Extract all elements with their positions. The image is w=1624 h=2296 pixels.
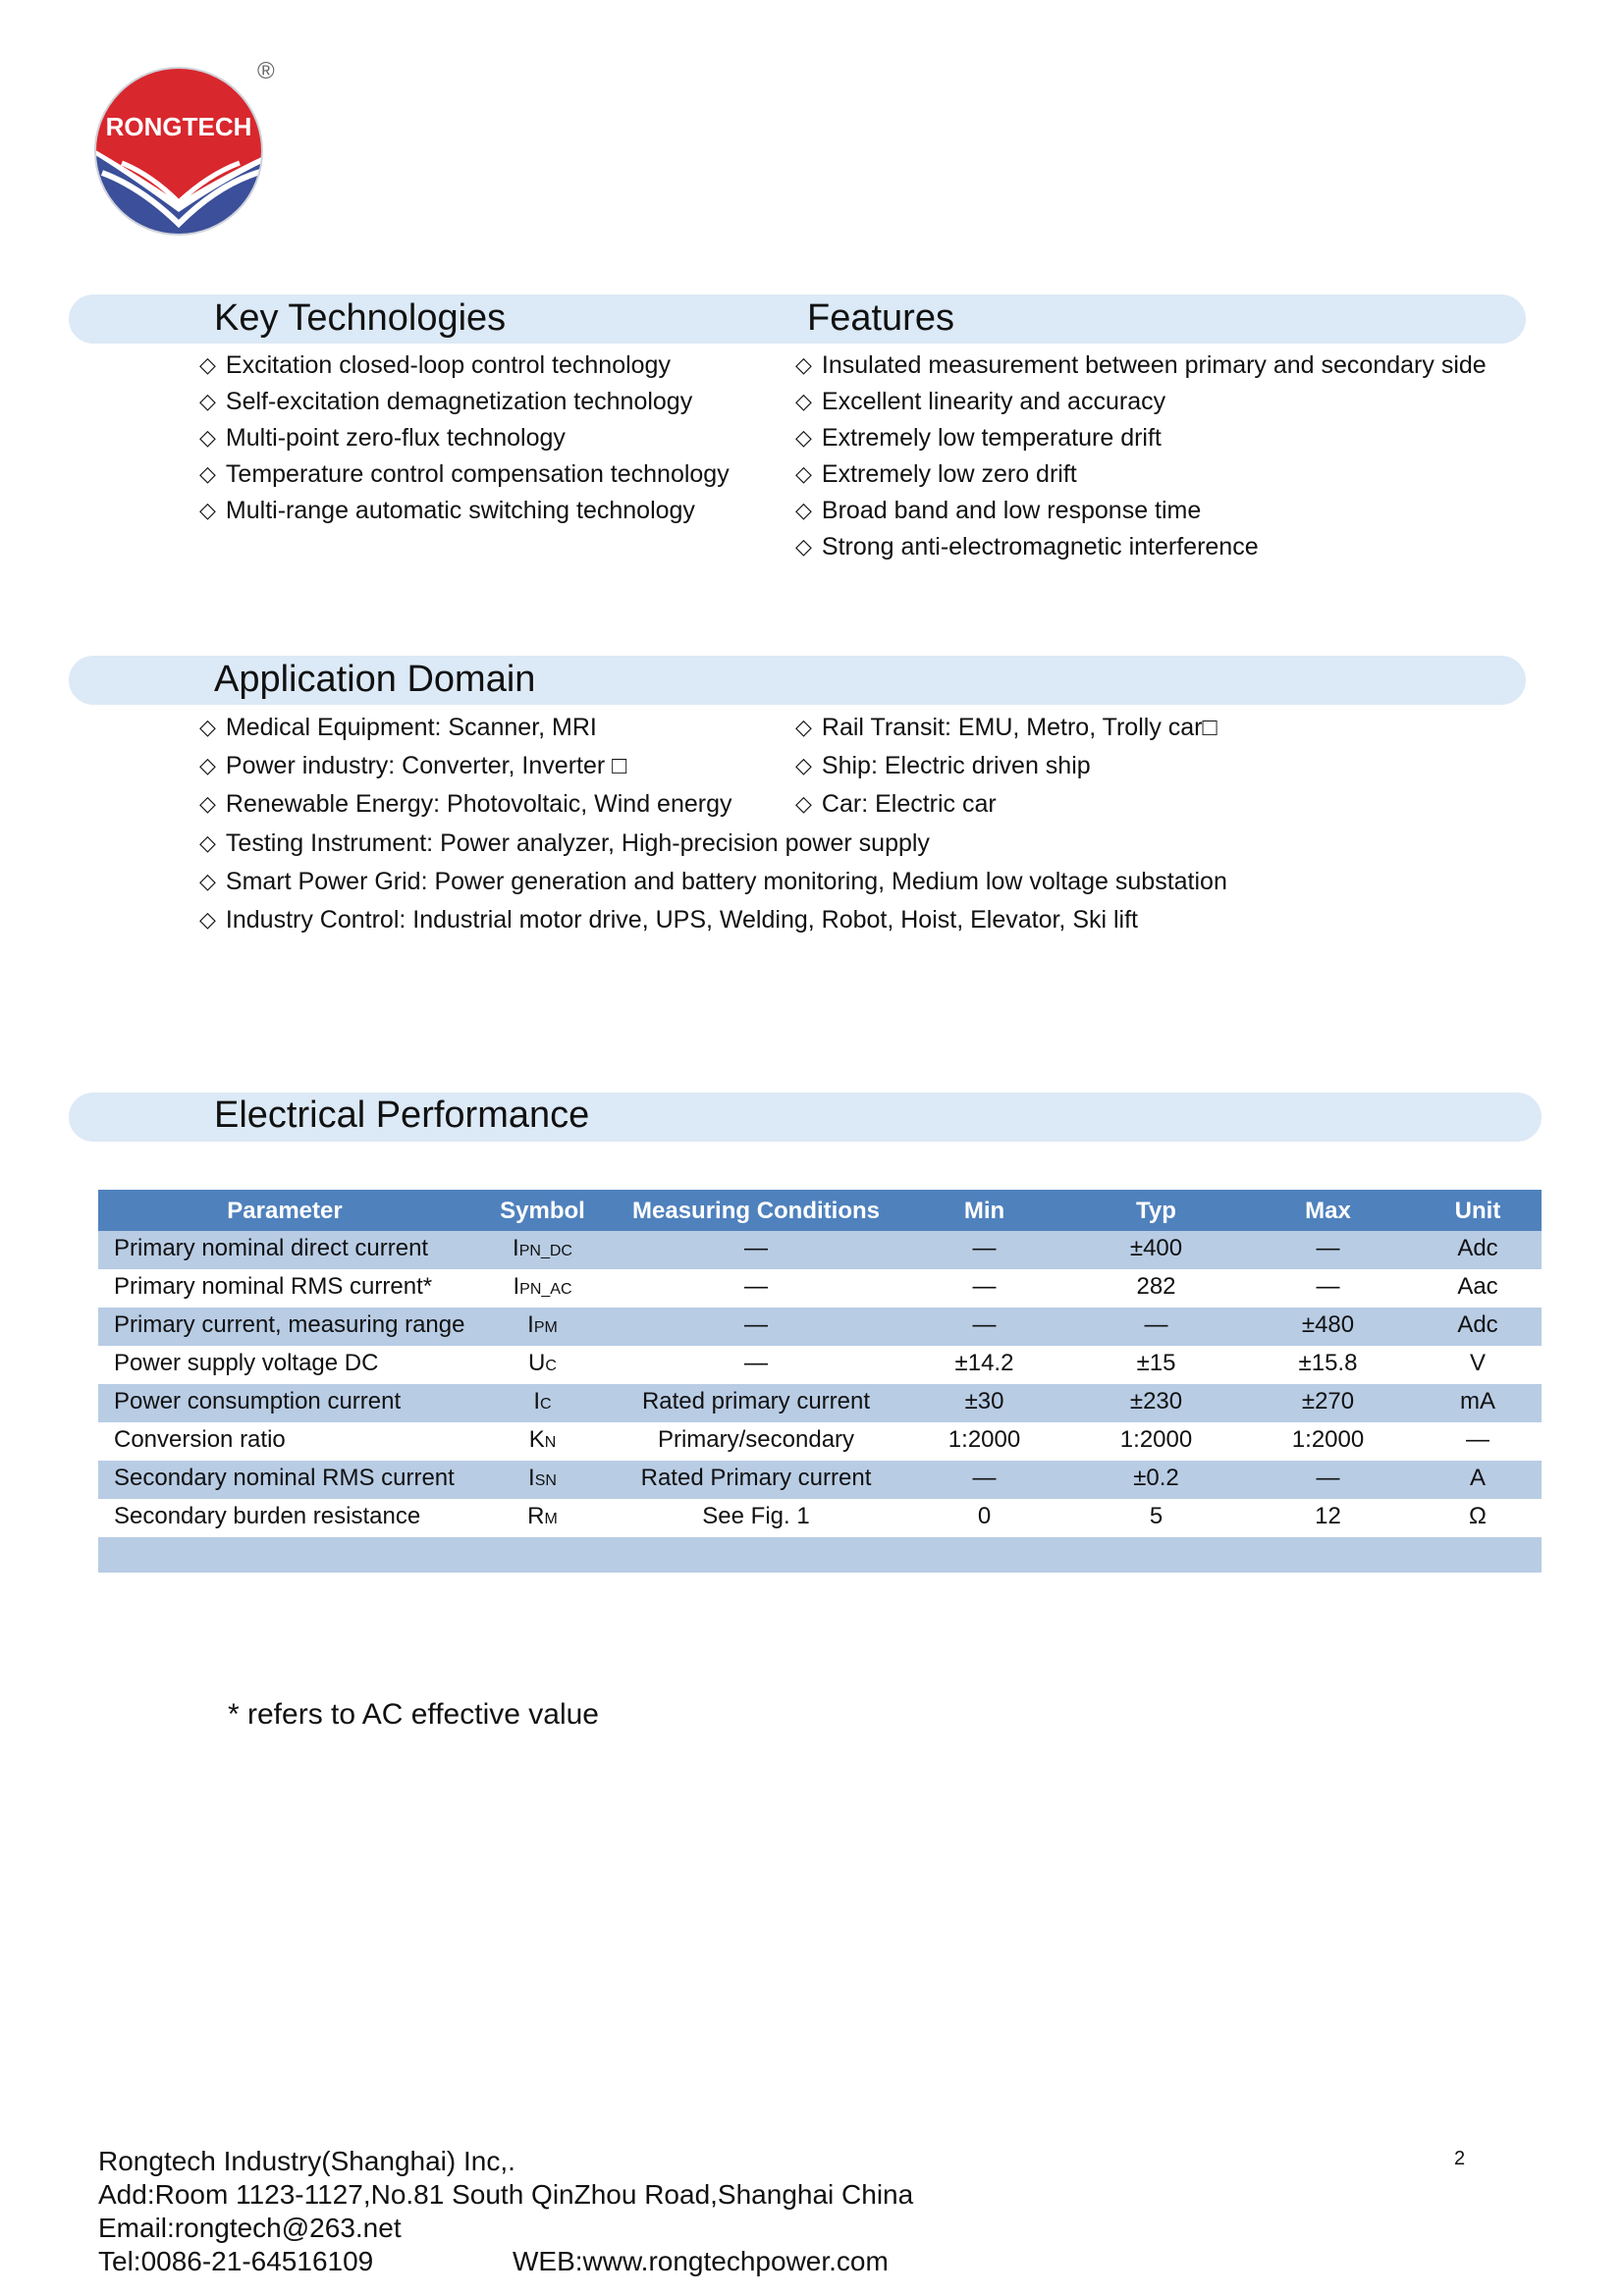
empty-cell	[1070, 1537, 1242, 1573]
features-title: Features	[807, 297, 954, 339]
list-item: ◇ Rail Transit: EMU, Metro, Trolly car□	[795, 709, 1218, 747]
company-logo	[92, 55, 289, 241]
cell-typ: 1:2000	[1070, 1422, 1242, 1461]
header-typ: Typ	[1070, 1189, 1242, 1232]
key-technologies-title: Key Technologies	[214, 297, 507, 339]
cell-conditions: —	[614, 1346, 898, 1384]
header-parameter: Parameter	[98, 1189, 471, 1232]
empty-cell	[1414, 1537, 1542, 1573]
cell-min: ±14.2	[898, 1346, 1070, 1384]
application-list-full	[199, 825, 1227, 939]
footer-tel: Tel:0086-21-64516109	[98, 2246, 374, 2276]
footer-address: Add:Room 1123-1127,No.81 South QinZhou Road,Shanghai China	[98, 2179, 914, 2210]
cell-unit: A	[1414, 1461, 1542, 1499]
cell-unit: Adc	[1414, 1308, 1542, 1346]
table-row	[98, 1384, 1542, 1422]
symbol-subscript: PM	[533, 1319, 558, 1336]
cell-max: 1:2000	[1242, 1422, 1414, 1461]
footer-web-link[interactable]: WEB:www.rongtechpower.com	[513, 2246, 889, 2276]
cell-symbol	[471, 1269, 614, 1308]
symbol-main: U	[528, 1350, 546, 1376]
cell-symbol	[471, 1499, 614, 1537]
cell-max: —	[1242, 1461, 1414, 1499]
cell-unit: Adc	[1414, 1231, 1542, 1269]
cell-typ: 282	[1070, 1269, 1242, 1308]
cell-max: —	[1242, 1231, 1414, 1269]
list-item: ◇ Multi-range automatic switching technology	[199, 493, 730, 529]
cell-symbol	[471, 1231, 614, 1269]
symbol-subscript: PN_DC	[518, 1243, 572, 1259]
list-item: ◇ Ship: Electric driven ship	[795, 747, 1218, 785]
empty-cell	[898, 1537, 1070, 1573]
header-min: Min	[898, 1189, 1070, 1232]
table-row-empty	[98, 1537, 1542, 1573]
cell-symbol	[471, 1422, 614, 1461]
cell-conditions: Rated Primary current	[614, 1461, 898, 1499]
list-item: ◇ Broad band and low response time	[795, 493, 1487, 529]
symbol-subscript: SN	[534, 1472, 557, 1489]
cell-min: —	[898, 1231, 1070, 1269]
table-row	[98, 1231, 1542, 1269]
cell-parameter: Secondary nominal RMS current	[98, 1461, 471, 1499]
cell-conditions: —	[614, 1308, 898, 1346]
symbol-main: R	[527, 1503, 545, 1529]
cell-conditions: —	[614, 1231, 898, 1269]
cell-parameter: Conversion ratio	[98, 1422, 471, 1461]
cell-symbol	[471, 1308, 614, 1346]
table-row	[98, 1346, 1542, 1384]
electrical-performance-title: Electrical Performance	[214, 1095, 590, 1136]
table-row	[98, 1308, 1542, 1346]
cell-unit: V	[1414, 1346, 1542, 1384]
footer-contact-line	[98, 2245, 913, 2278]
cell-parameter: Power supply voltage DC	[98, 1346, 471, 1384]
cell-conditions: —	[614, 1269, 898, 1308]
cell-min: ±30	[898, 1384, 1070, 1422]
cell-symbol	[471, 1461, 614, 1499]
list-item: ◇ Testing Instrument: Power analyzer, High-precision power supply	[199, 825, 1227, 863]
footer-email: Email:rongtech@263.net	[98, 2213, 402, 2243]
table-row	[98, 1461, 1542, 1499]
application-list-left	[199, 709, 732, 824]
symbol-main: I	[513, 1273, 520, 1300]
symbol-subscript: C	[545, 1358, 557, 1374]
cell-symbol	[471, 1346, 614, 1384]
table-row	[98, 1269, 1542, 1308]
header-conditions: Measuring Conditions	[614, 1189, 898, 1232]
cell-unit: —	[1414, 1422, 1542, 1461]
cell-conditions: See Fig. 1	[614, 1499, 898, 1537]
table-row	[98, 1499, 1542, 1537]
list-item: ◇ Medical Equipment: Scanner, MRI	[199, 709, 732, 747]
symbol-subscript: M	[544, 1511, 558, 1527]
symbol-main: I	[513, 1235, 519, 1261]
page-footer	[98, 2145, 913, 2278]
cell-typ: 5	[1070, 1499, 1242, 1537]
empty-cell	[1242, 1537, 1414, 1573]
cell-max: ±270	[1242, 1384, 1414, 1422]
cell-unit: Aac	[1414, 1269, 1542, 1308]
table-row	[98, 1422, 1542, 1461]
logo-text: RONGTECH	[105, 112, 252, 141]
electrical-performance-table	[98, 1187, 1542, 1573]
application-list-right	[795, 709, 1218, 824]
list-item: ◇ Insulated measurement between primary and secondary side	[795, 347, 1487, 384]
cell-max: 12	[1242, 1499, 1414, 1537]
symbol-main: I	[527, 1311, 534, 1338]
cell-unit: mA	[1414, 1384, 1542, 1422]
symbol-subscript: N	[544, 1434, 557, 1451]
list-item: ◇ Smart Power Grid: Power generation and battery monitoring, Medium low voltage substation	[199, 863, 1227, 901]
symbol-main: I	[528, 1465, 535, 1491]
cell-typ: ±15	[1070, 1346, 1242, 1384]
list-item: ◇ Renewable Energy: Photovoltaic, Wind energy	[199, 785, 732, 824]
cell-parameter: Primary nominal direct current	[98, 1231, 471, 1269]
header-unit: Unit	[1414, 1189, 1542, 1232]
cell-parameter: Secondary burden resistance	[98, 1499, 471, 1537]
list-item: ◇ Excellent linearity and accuracy	[795, 384, 1487, 420]
table-footnote: * refers to AC effective value	[228, 1698, 599, 1731]
empty-cell	[614, 1537, 898, 1573]
list-item: ◇ Extremely low temperature drift	[795, 420, 1487, 456]
registered-mark: ®	[257, 58, 275, 84]
footer-company: Rongtech Industry(Shanghai) Inc,.	[98, 2146, 515, 2176]
cell-max: ±15.8	[1242, 1346, 1414, 1384]
cell-max: —	[1242, 1269, 1414, 1308]
symbol-subscript: C	[540, 1396, 552, 1413]
empty-cell	[471, 1537, 614, 1573]
list-item: ◇ Strong anti-electromagnetic interference	[795, 529, 1487, 565]
header-max: Max	[1242, 1189, 1414, 1232]
features-list	[795, 347, 1487, 565]
list-item: ◇ Excitation closed-loop control technology	[199, 347, 730, 384]
symbol-main: K	[528, 1426, 545, 1453]
cell-typ: ±0.2	[1070, 1461, 1242, 1499]
cell-max: ±480	[1242, 1308, 1414, 1346]
cell-conditions: Rated primary current	[614, 1384, 898, 1422]
table-header-row	[98, 1189, 1542, 1232]
list-item: ◇ Temperature control compensation technology	[199, 456, 730, 493]
cell-typ: ±400	[1070, 1231, 1242, 1269]
cell-parameter: Power consumption current	[98, 1384, 471, 1422]
cell-symbol	[471, 1384, 614, 1422]
cell-parameter: Primary nominal RMS current*	[98, 1269, 471, 1308]
list-item: ◇ Extremely low zero drift	[795, 456, 1487, 493]
cell-typ: —	[1070, 1308, 1242, 1346]
list-item: ◇ Multi-point zero-flux technology	[199, 420, 730, 456]
list-item: ◇ Power industry: Converter, Inverter □	[199, 747, 732, 785]
rongtech-logo-icon	[92, 55, 289, 241]
cell-min: 1:2000	[898, 1422, 1070, 1461]
cell-min: —	[898, 1269, 1070, 1308]
cell-typ: ±230	[1070, 1384, 1242, 1422]
symbol-main: I	[533, 1388, 541, 1415]
empty-cell	[98, 1537, 471, 1573]
cell-min: —	[898, 1461, 1070, 1499]
cell-min: 0	[898, 1499, 1070, 1537]
page-number: 2	[1454, 2148, 1466, 2169]
list-item: ◇ Self-excitation demagnetization technology	[199, 384, 730, 420]
application-domain-title: Application Domain	[214, 659, 536, 700]
header-symbol: Symbol	[471, 1189, 614, 1232]
cell-conditions: Primary/secondary	[614, 1422, 898, 1461]
cell-min: —	[898, 1308, 1070, 1346]
list-item: ◇ Car: Electric car	[795, 785, 1218, 824]
symbol-subscript: PN_AC	[519, 1281, 572, 1298]
cell-parameter: Primary current, measuring range	[98, 1308, 471, 1346]
key-technologies-list	[199, 347, 730, 529]
cell-unit: Ω	[1414, 1499, 1542, 1537]
list-item: ◇ Industry Control: Industrial motor drive, UPS, Welding, Robot, Hoist, Elevator, Ski lift	[199, 901, 1227, 939]
